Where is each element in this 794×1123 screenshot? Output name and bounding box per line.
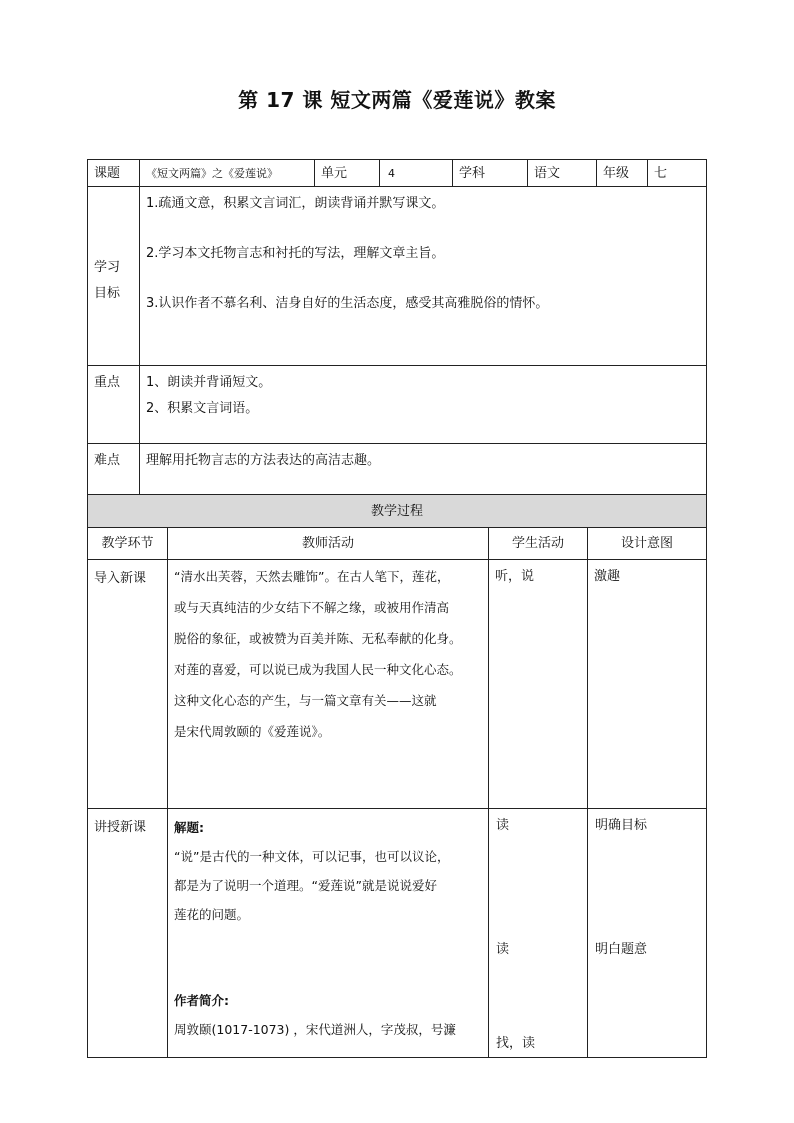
subject-label: 学科 (459, 166, 486, 181)
difficulty-label: 难点 (94, 453, 121, 468)
difficulty-text: 理解用托物言志的方法表达的高洁志趣。 (146, 453, 381, 468)
jieti-label: 解题: (174, 820, 204, 835)
keypoints-label-cell (87, 365, 140, 444)
objectives-label-1: 学习 (94, 260, 121, 275)
unit-label: 单元 (321, 166, 348, 181)
jieti-line: 都是为了说明一个道理。“爱莲说”就是说说爱好 (174, 878, 437, 893)
intro-teacher-cell (167, 559, 489, 809)
col-header-intent-cell (587, 527, 707, 560)
subject-value-cell (527, 159, 597, 187)
unit-value-cell (379, 159, 453, 187)
subject-value: 语文 (534, 166, 561, 181)
grade-label: 年级 (603, 166, 630, 181)
intro-stage: 导入新课 (94, 571, 147, 586)
teach-stage: 讲授新课 (94, 820, 147, 835)
teach-student-3: 找，读 (496, 1036, 536, 1051)
topic-value-cell (139, 159, 315, 187)
topic-value: 《短文两篇》之《爱莲说》 (146, 167, 278, 180)
topic-label-cell (87, 159, 140, 187)
objective-item: 1.疏通文意，积累文言词汇，朗读背诵并默写课文。 (146, 196, 445, 211)
teach-student-2: 读 (496, 942, 510, 957)
intro-intent: 激趣 (594, 569, 621, 584)
col-header-stage-cell (87, 527, 168, 560)
teach-intent-1: 明确目标 (595, 818, 648, 833)
intro-intent-cell (587, 559, 707, 809)
process-header: 教学过程 (370, 504, 423, 519)
col-header-student-cell (488, 527, 588, 560)
objectives-label-cell (87, 186, 140, 366)
intro-stage-cell (87, 559, 168, 809)
objective-item: 2.学习本文托物言志和衬托的写法，理解文章主旨。 (146, 246, 445, 261)
intro-student-cell (488, 559, 588, 809)
teach-student-cell (488, 808, 588, 1058)
col-header-student: 学生活动 (511, 536, 564, 551)
teach-intent-cell (587, 808, 707, 1058)
intro-teacher-line: 对莲的喜爱，可以说已成为我国人民一种文化心态。 (174, 662, 462, 677)
grade-value-cell (647, 159, 707, 187)
teach-student-1: 读 (496, 818, 510, 833)
col-header-teacher: 教师活动 (301, 536, 354, 551)
intro-student: 听，说 (495, 569, 535, 584)
intro-teacher-line: 或与天真纯洁的少女结下不解之缘，或被用作清高 (174, 600, 450, 615)
jieti-line: “说”是古代的一种文体，可以记事，也可以议论， (174, 849, 450, 864)
author-line: 周敦颐(1017-1073) ，宋代道洲人，字茂叔，号濂 (174, 1022, 456, 1037)
topic-label: 课题 (94, 166, 121, 181)
col-header-teacher-cell (167, 527, 489, 560)
page-title: 第 17 课 短文两篇《爱莲说》教案 (238, 88, 556, 112)
intro-teacher-line: “清水出芙蓉，天然去雕饰”。在古人笔下，莲花， (174, 569, 450, 584)
objectives-content-cell (139, 186, 707, 366)
process-header-cell (87, 494, 707, 528)
author-label: 作者简介: (174, 993, 229, 1008)
difficulty-label-cell (87, 443, 140, 495)
objective-item: 3.认识作者不慕名利、洁身自好的生活态度，感受其高雅脱俗的情怀。 (146, 296, 549, 311)
keypoint-item: 2、积累文言词语。 (146, 401, 259, 416)
objectives-label-2: 目标 (94, 286, 121, 301)
unit-value: 4 (388, 167, 395, 180)
col-header-intent: 设计意图 (620, 536, 673, 551)
teach-stage-cell (87, 808, 168, 1058)
grade-value: 七 (654, 166, 668, 181)
jieti-line: 莲花的问题。 (174, 907, 250, 922)
subject-label-cell (452, 159, 528, 187)
difficulty-content-cell (139, 443, 707, 495)
grade-label-cell (596, 159, 648, 187)
intro-teacher-line: 这种文化心态的产生，与一篇文章有关——这就 (174, 693, 437, 708)
intro-teacher-line: 是宋代周敦颐的《爱莲说》。 (174, 724, 331, 739)
unit-label-cell (314, 159, 380, 187)
keypoints-label: 重点 (94, 375, 121, 390)
teach-intent-2: 明白题意 (595, 942, 648, 957)
keypoints-content-cell (139, 365, 707, 444)
col-header-stage: 教学环节 (101, 536, 154, 551)
teach-teacher-cell (167, 808, 489, 1058)
intro-teacher-line: 脱俗的象征，或被赞为百美并陈、无私奉献的化身。 (174, 631, 462, 646)
keypoint-item: 1、朗读并背诵短文。 (146, 375, 272, 390)
